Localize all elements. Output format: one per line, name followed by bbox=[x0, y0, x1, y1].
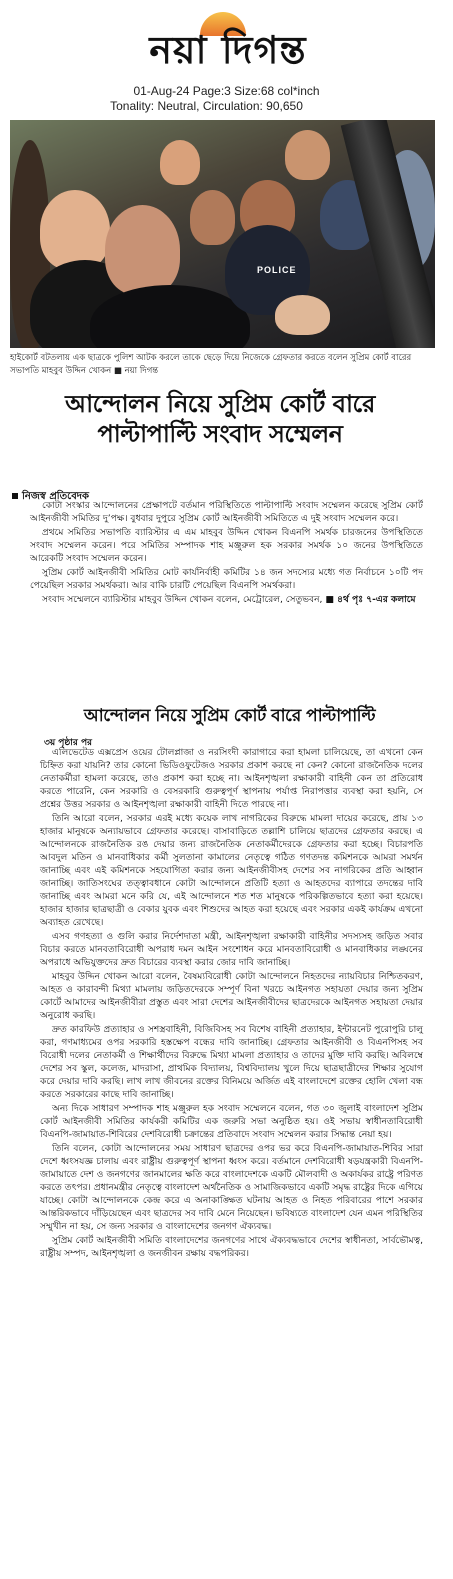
body-paragraph: তিনি আরো বলেন, সরকার এরই মধ্যে কয়েক লাখ নাগরিকের বিরুদ্ধে মামলা দায়ের করেছে, প্রায় ১৩ হাজার মানুষকে অন্যায়ভাবে গ্রেফতার করেছে। বাসাবাড়িতে তল্লাশি চালিয়ে ছাত্রদের গ্রেফতার করছে। এ আন্দোলনকে রাজনৈতিক রঙ দেয়ার জন্য রাজনৈতিক নেতাকর্মীদেরকে গ্রেফতার করা হচ্ছে। বিচারপতি আবদুল মতিন ও মানবাধিকার কর্মী সুলতানা কামালের নেতৃত্বে গঠিত গণতদন্ত কমিশনকে আমরা সমর্থন জানাচ্ছি এবং এই কমিশনকে সহযোগিতা করার জন্য আইনজীবীসহ দেশের সব নাগরিকের প্রতি আহ্বান জানাচ্ছি। জাতিসংঘের তত্ত্বাবধানে কোটা আন্দোলনে প্রতিটি হত্যা ও আহতদের ব্যাপারে তদন্তের দাবি জানাচ্ছি এবং আমরা মনে করি যে, এই আন্দোলনে শত শত মানুষকে পরিকল্পিতভাবে হত্যা করা হয়েছে। হাজার হাজার ছাত্রছাত্রী ও বেকার যুবক এবং শিশুদের আহত করা হয়েছে এবং সরকার একই কার্যক্রম এখনো অব্যাহত রেখেছে। bbox=[40, 814, 423, 928]
body-paragraph: এসব গণহত্যা ও গুলি করার নির্দেশদাতা মন্ত্রী, আইনশৃঙ্খলা রক্ষাকারী বাহিনীর সদস্যসহ জড়িত সবার বিচার করতে মানবতাবিরোধী অপরাধ দমন আইন সংশোধন করে মানবতাবিরোধী ও মানবাধিকার লঙ্ঘনের অপরাধে অভিযুক্তদের দ্রুত বিচারের ব্যবস্থা করার জোর দাবি জানাচ্ছি। bbox=[40, 932, 423, 968]
newspaper-logo bbox=[88, 10, 368, 70]
body-paragraph: তিনি বলেন, কোটা আন্দোলনের সময় সাধারণ ছাত্রদের ওপর ভর করে বিএনপি-জামায়াত-শিবির সারা দেশে ধ্বংসযজ্ঞ চালায় এবং রাষ্ট্রীয় গুরুত্বপূর্ণ স্থাপনা ধ্বংস করে। বর্তমানে দেশবিরোধী ষড়যন্ত্রকারী বিএনপি-জামায়াতে দেশ ও জনগণের জানমালের ক্ষতি করে বাংলাদেশকে একটি মৌলবাদী ও অকার্যকর রাষ্ট্রে পরিণত করতে তৎপর। প্রধানমন্ত্রীর নেতৃত্বে বাংলাদেশ অর্থনৈতিক ও সামাজিকভাবে একটি সমৃদ্ধ রাষ্ট্রের দিকে এগিয়ে যাচ্ছে। কোটা আন্দোলনকে কেন্দ্র করে এ অনাকাঙ্ক্ষিত ঘটনায় আহত ও নিহত পরিবারের পাশে সরকার আন্তরিকভাবে দাঁড়িয়েছেন এবং ছাত্রদের সব দাবি মেনে নিয়েছেন। ভবিষ্যতে বাংলাদেশ যেন এমন পরিস্থিতির সম্মুখীন না হয়, সে জন্য সরকার ও বাংলাদেশের জনগণ ঐক্যবদ্ধ। bbox=[40, 1144, 423, 1232]
body-paragraph: মাহবুব উদ্দিন খোকন আরো বলেন, বৈষম্যবিরোধী কোটা আন্দোলনে নিহতদের ন্যায়বিচার নিশ্চিতকরণ, আহত ও কারাবন্দী মিথ্যা মামলায় জড়িতদেরকে সম্পূর্ণ বিনা খরচে আইনগত সহায়তা দেয়ার জন্য সুপ্রিম কোর্টে আমাদের আইনজীবীরা প্রস্তুত এবং সারা দেশের আইনজীবীদের ছাত্রদেরকে আইনগত সহায়তা দেয়ার অনুরোধ করছি। bbox=[40, 972, 423, 1021]
continuation-body bbox=[40, 747, 423, 1262]
body-paragraph: সুপ্রিম কোর্ট আইনজীবী সমিতি বাংলাদেশের জনগণের সাথে ঐক্যবদ্ধভাবে দেশের স্বাধীনতা, সার্বভৌমত্ব, রাষ্ট্রীয় সম্পদ, আইনশৃঙ্খলা ও জনজীবন রক্ষায় বদ্ধপরিকর। bbox=[40, 1236, 423, 1259]
jump-reference: ■ ৪র্থ পৃঃ ৭-এর কলামে bbox=[325, 595, 416, 605]
masthead bbox=[0, 0, 453, 75]
body-paragraph: এলিভেটেড এক্সপ্রেস ওয়ের টোলপ্লাজা ও নরসিংদী কারাগারে করা হামলা চালিয়েছে, তা এখনো কেন চিহ্নিত করা যায়নি? তার কোনো ভিডিওফুটেজও সরকার প্রকাশ করছে না কেন? কোনো রাজনৈতিক দলের নেতাকর্মীরা হামলা করেছে, তাও প্রকাশ করা হচ্ছে না। আইনশৃঙ্খলা রক্ষাকারী বাহিনী কেন তা প্রতিরোধ করতে পারেনি, কেন সরকারি ও বেসরকারি গুরুত্বপূর্ণ স্থাপনায় পর্যাপ্ত নিরাপত্তার ব্যবস্থা করা হয়নি, সে প্রশ্নের উত্তর সরকার ও আইনশৃঙ্খলা রক্ষাকারী বাহিনী দিতে পারছে না। bbox=[40, 748, 423, 810]
clip-info-tonality: Tonality: Neutral, Circulation: 90,650 bbox=[110, 99, 303, 113]
photo-caption: হাইকোর্ট বটতলায় এক ছাত্রকে পুলিশ আটক করলে তাকে ছেড়ে দিয়ে নিজেকে গ্রেফতার করতে বলেন সুপ্রিম কোর্ট বারের সভাপতি মাহবুব উদ্দিন খোকন ■ নয়া দিগন্ত bbox=[10, 353, 412, 376]
continuation-headline: আন্দোলন নিয়ে সুপ্রিম কোর্ট বারে পাল্টাপাল্টি bbox=[83, 706, 376, 726]
lead-paragraph: প্রথমে সমিতির সভাপতি ব্যারিস্টার এ এম মাহবুব উদ্দিন খোকন বিএনপি সমর্থক চারজনের উপস্থিতিতে সংবাদ সম্মেলন করেন। পরে সমিতির সম্পাদক শাহ মঞ্জুরুল হক সরকার সমর্থক ১০ জনের উপস্থিতিতে আরেকটি সংবাদ সম্মেলন করেন। bbox=[30, 528, 423, 564]
bullet-icon bbox=[12, 493, 18, 499]
news-photo bbox=[10, 120, 435, 348]
police-badge: POLICE bbox=[257, 265, 297, 275]
clip-info-date: 01-Aug-24 Page:3 Size:68 col*inch bbox=[133, 84, 320, 98]
lead-paragraph-text: সংবাদ সম্মেলনে ব্যারিস্টার মাহবুব উদ্দিন খোকন বলেন, মেট্রোরেল, সেতুভবন, bbox=[42, 595, 323, 605]
continued-from-label: ৩য় পৃষ্ঠার পর bbox=[44, 738, 93, 748]
logo-text: নয়া দিগন্ত bbox=[149, 27, 307, 72]
lead-paragraph: সুপ্রিম কোর্ট আইনজীবী সমিতির মোট কার্যনির্বাহী কমিটির ১৪ জন সদস্যের মধ্যে গত নির্বাচনে ১০টি পদ পেয়েছিল সরকার সমর্থকরা। আর বাকি চারটি পেয়েছিল বিএনপি সমর্থকরা। bbox=[30, 568, 423, 591]
article-headline: আন্দোলন নিয়ে সুপ্রিম কোর্ট বারে পাল্টাপাল্টি সংবাদ সম্মেলন bbox=[65, 390, 375, 448]
article-lead bbox=[30, 500, 423, 608]
lead-paragraph-last bbox=[30, 594, 423, 607]
byline-text: নিজস্ব প্রতিবেদক bbox=[22, 491, 90, 502]
body-paragraph: অন্য দিকে সাধারণ সম্পাদক শাহ মঞ্জুরুল হক সংবাদ সম্মেলনে বলেন, গত ৩০ জুলাই বাংলাদেশ সুপ্রিম কোর্ট আইনজীবী সমিতির কার্যকরী কমিটির এক জরুরি সভা অনুষ্ঠিত হয়। ওই সভায় স্বাধীনতাবিরোধী বিএনপি-জামায়াত-শিবিরের দেশবিরোধী চক্রান্তের প্রতিবাদে সংবাদ সম্মেলন করার সিদ্ধান্ত নেয়া হয়। bbox=[40, 1104, 423, 1140]
body-paragraph: দ্রুত কারফিউ প্রত্যাহার ও সশস্ত্রবাহিনী, বিজিবিসহ সব বিশেষ বাহিনী প্রত্যাহার, ইন্টারনেট পুরোপুরি চালু করা, গণমাধ্যমের ওপর সরকারি হস্তক্ষেপ বন্ধের দাবি জানাচ্ছি। গ্রেফতার আইনজীবী ও বিএনপিসহ সব বিরোধী দলের নেতাকর্মী ও শিক্ষার্থীদের বিরুদ্ধে মিথ্যা মামলা প্রত্যাহার ও তাদের মুক্তি দাবি করছি। অবিলম্বে দেশের সব স্কুল, কলেজ, মাদরাসা, প্রাথমিক বিদ্যালয়, বিশ্ববিদ্যালয় খুলে দিয়ে ছাত্রছাত্রীদের শিক্ষার সুযোগ করে দেয়ার দাবি করছি। লাখ লাখ জীবনের রক্তের বিনিময়ে অর্জিত এই বাংলাদেশে রক্তের হোলি খেলা বন্ধ করতে সরকারের কাছে দাবি জানাচ্ছি। bbox=[40, 1025, 423, 1100]
lead-paragraph: কোটা সংস্কার আন্দোলনের প্রেক্ষাপটে বর্তমান পরিস্থিতিতে পাল্টাপাল্টি সংবাদ সম্মেলন করেছে সুপ্রিম কোর্ট আইনজীবী সমিতির দু’পক্ষ। বুধবার দুপুরে সুপ্রিম কোর্ট আইনজীবী সমিতিতে এ দুই সংবাদ সম্মেলন করে। bbox=[30, 501, 423, 524]
